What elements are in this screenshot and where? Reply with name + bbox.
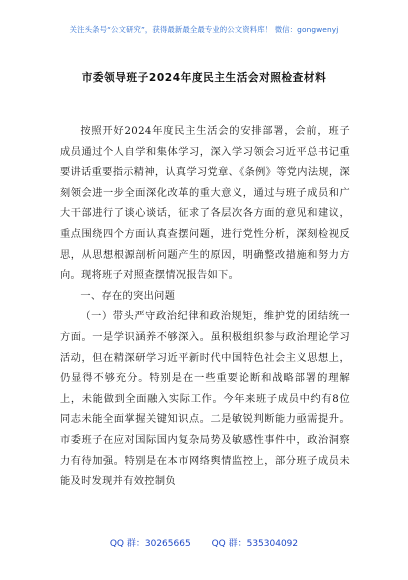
qq-group-1: QQ 群：30265665 bbox=[109, 539, 191, 549]
header-banner: 关注头条号“公文研究”，获得最新最全最专业的公文资料库！ 微信：gongwenyj bbox=[69, 25, 339, 34]
section-paragraph: （一）带头严守政治纪律和政治规矩，维护党的团结统一方面。一是学识涵养不够深入。虽积极组织参与政治理论学习活动，但在精深研学习近平新时代中国特色社会主义思想上，仍显得不够充分。特别是在一些重要论断和战略部署的理解上，未能做到全面融入实际工作。今年来班子成员中约有8位同志未能全面掌握关键知识点。二是敏锐判断能力亟需提升。市委班子在应对国际国内复杂局势及敏感性事件中，政治洞察力有待加强。特别是在本市网络舆情监控上，部分班子成员未能及时发现并有效控制负 bbox=[60, 311, 350, 488]
intro-paragraph: 按照开好2024年度民主生活会的安排部署，会前，班子成员通过个人自学和集体学习，深入学习领会习近平总书记重要讲话重要指示精神，认真学习党章、《条例》等党内法规，深刻领会进一步全面深化改革的重大意义，通过与班子成员和广大干部进行了谈心谈话，征求了各层次各方面的意见和建议，重点围绕四个方面认真查摆问题，进行党性分析，深刻检视反思，从思想根源剖析问题产生的原因，明确整改措施和努力方向。现将班子对照查摆情况报告如下。 bbox=[60, 126, 350, 282]
section-heading: 一、存在的突出问题 bbox=[80, 290, 176, 302]
qq-group-2: QQ 群：535304092 bbox=[211, 539, 299, 549]
document-body bbox=[60, 122, 350, 493]
document-title: 市委领导班子2024年度民主生活会对照检查材料 bbox=[81, 72, 327, 84]
footer-contacts bbox=[0, 536, 408, 549]
